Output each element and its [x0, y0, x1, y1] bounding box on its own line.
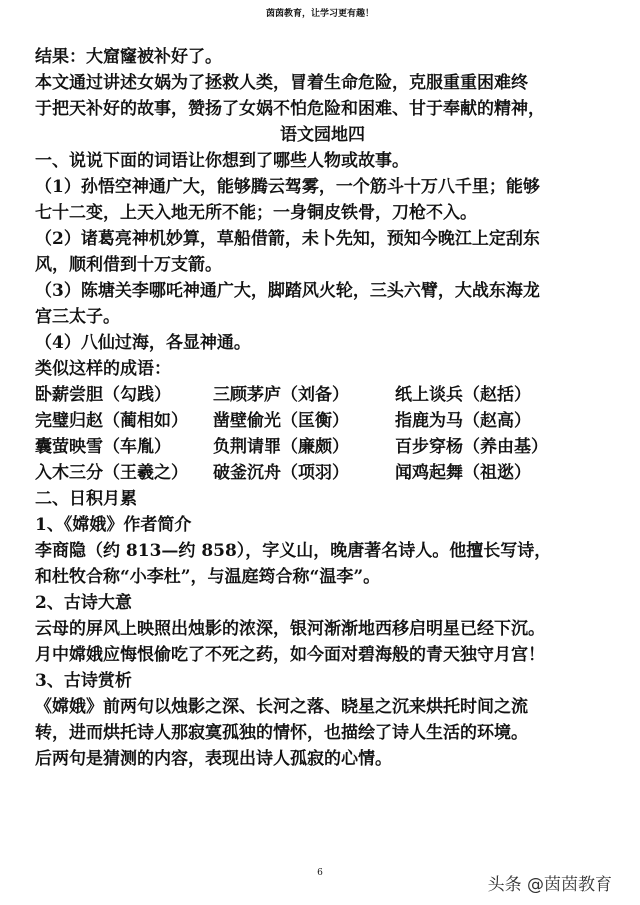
summary-line-1: 本文通过讲述女娲为了拯救人类，冒着生命危险，克服重重困难终	[35, 73, 528, 93]
meaning-line-1: 云母的屏风上映照出烛影的浓深，银河渐渐地西移启明星已经下沉。	[35, 619, 545, 639]
appreciation-line-1: 《嫦娥》前两句以烛影之深、长河之落、晓星之沉来烘托时间之流	[35, 697, 528, 717]
summary-line-2: 于把天补好的故事，赞扬了女娲不怕危险和困难、甘于奉献的精神，	[35, 99, 545, 119]
item-2-line-2: 风，顺利借到十万支箭。	[35, 255, 222, 275]
appreciation-heading: 3、古诗赏析	[35, 671, 132, 691]
appreciation-line-2: 转，进而烘托诗人那寂寞孤独的情怀，也描绘了诗人生活的环境。	[35, 723, 528, 743]
idiom-cell: 百步穿杨（养由基）	[395, 437, 548, 457]
page-header: 茵茵教育，让学习更有趣！	[265, 9, 374, 19]
question-1-heading: 一、说说下面的词语让你想到了哪些人物或故事。	[35, 151, 409, 171]
idiom-cell: 凿壁偷光（匡衡）	[213, 411, 349, 431]
idiom-cell: 负荆请罪（廉颇）	[213, 437, 349, 457]
idiom-cell: 囊萤映雪（车胤）	[35, 437, 171, 457]
item-3-line-1: （3）陈塘关李哪吒神通广大，脚踏风火轮，三头六臂，大战东海龙	[35, 281, 540, 301]
meaning-line-2: 月中嫦娥应悔恨偷吃了不死之药，如今面对碧海般的青天独守月宫！	[35, 645, 545, 665]
idiom-row	[35, 408, 610, 434]
watermark: 头条 @茵茵教育	[487, 875, 612, 895]
item-1-line-2: 七十二变，上天入地无所不能；一身铜皮铁骨，刀枪不入。	[35, 203, 477, 223]
idioms-heading: 类似这样的成语：	[35, 359, 171, 379]
result-line: 结果：大窟窿被补好了。	[35, 47, 222, 67]
idiom-cell: 卧薪尝胆（勾践）	[35, 385, 171, 405]
idiom-cell: 破釜沉舟（项羽）	[213, 463, 349, 483]
item-3-line-2: 宫三太子。	[35, 307, 120, 327]
author-line-2: 和杜牧合称“小李杜”，与温庭筠合称“温李”。	[35, 567, 381, 587]
page-number: 6	[317, 868, 323, 878]
meaning-heading: 2、古诗大意	[35, 593, 132, 613]
idiom-row	[35, 434, 610, 460]
item-1-line-1: （1）孙悟空神通广大，能够腾云驾雾，一个筋斗十万八千里；能够	[35, 177, 540, 197]
idiom-cell: 完璧归赵（蔺相如）	[35, 411, 188, 431]
idiom-cell: 指鹿为马（赵高）	[395, 411, 531, 431]
idiom-cell: 入木三分（王羲之）	[35, 463, 188, 483]
idiom-cell: 纸上谈兵（赵括）	[395, 385, 531, 405]
author-line-1: 李商隐（约 813—约 858），字义山，晚唐著名诗人。他擅长写诗，	[35, 541, 552, 561]
document-body	[35, 44, 610, 772]
idiom-cell: 三顾茅庐（刘备）	[213, 385, 349, 405]
appreciation-line-3: 后两句是猜测的内容，表现出诗人孤寂的心情。	[35, 749, 392, 769]
section-2-heading: 二、日积月累	[35, 489, 137, 509]
item-2-line-1: （2）诸葛亮神机妙算，草船借箭，未卜先知，预知今晚江上定刮东	[35, 229, 540, 249]
item-4-line: （4）八仙过海，各显神通。	[35, 333, 251, 353]
idiom-row	[35, 460, 610, 486]
idiom-row	[35, 382, 610, 408]
idiom-cell: 闻鸡起舞（祖逖）	[395, 463, 531, 483]
section-title: 语文园地四	[280, 125, 365, 145]
author-heading: 1、《嫦娥》作者简介	[35, 515, 192, 535]
